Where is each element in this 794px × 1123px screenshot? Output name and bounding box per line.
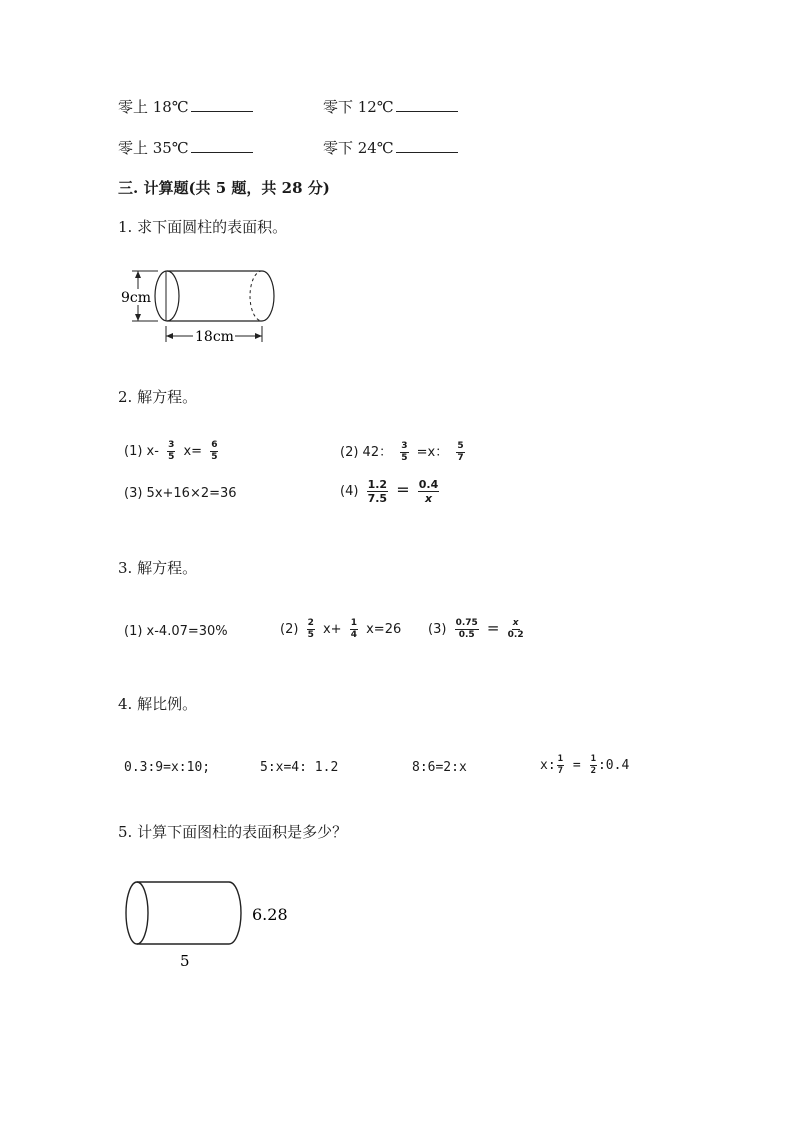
q3-p2-mid: x+ — [322, 622, 342, 637]
q3-problem-1: (1) x-4.07=30% — [124, 624, 228, 639]
q2-p1-mid: x= — [183, 444, 203, 459]
cylinder-diagram-1 — [115, 262, 285, 347]
numerator: 5 — [457, 441, 464, 451]
fraction — [590, 755, 597, 776]
denominator: 0.2 — [507, 630, 524, 640]
fraction — [508, 619, 524, 640]
temp-item-3 — [118, 137, 253, 158]
q2-p2-mid: =x： — [416, 445, 449, 460]
fraction — [418, 479, 440, 504]
temp-text: 零下 24℃ — [323, 139, 394, 157]
fraction — [167, 441, 175, 462]
q4-problem-2: 5:x=4: 1.2 — [260, 760, 339, 775]
temp-item-2 — [323, 96, 458, 117]
fraction — [210, 441, 218, 462]
equals-sign: = — [396, 480, 410, 499]
denominator: 5 — [307, 630, 314, 640]
q2-problem-3: (3) 5x+16×2=36 — [124, 486, 237, 501]
cylinder-right-hidden-arc — [250, 271, 262, 321]
fraction — [455, 619, 479, 640]
arrow-down-icon — [135, 314, 141, 321]
denominator: x — [424, 492, 433, 505]
cylinder-left-face — [126, 882, 148, 944]
arrow-up-icon — [135, 271, 141, 278]
height-label: 9cm — [121, 290, 152, 306]
q2-title: 2. 解方程。 — [118, 388, 198, 406]
numerator: 3 — [168, 440, 175, 450]
fraction — [307, 619, 315, 640]
equals-sign: = — [572, 758, 581, 773]
q4-problem-3: 8:6=2:x — [412, 760, 467, 775]
arrow-left-icon — [166, 333, 173, 339]
cylinder-right-arc — [229, 882, 241, 944]
q3-problem-3 — [428, 619, 528, 640]
numerator: 3 — [401, 441, 408, 451]
numerator: 2 — [307, 618, 314, 628]
q4-p4-end: :0.4 — [597, 758, 630, 773]
q2-p2-prefix: (2) 42： — [340, 445, 393, 460]
cylinder-left-face — [155, 271, 179, 321]
cylinder-right-front-arc — [262, 271, 274, 321]
q2-problem-2 — [340, 441, 469, 463]
answer-blank[interactable] — [191, 138, 253, 153]
q3-p2-prefix: (2) — [280, 622, 299, 637]
arrow-right-icon — [255, 333, 262, 339]
numerator: 1 — [350, 618, 357, 628]
fraction — [456, 442, 464, 463]
numerator: 0.4 — [418, 478, 439, 491]
q2-problem-4 — [340, 479, 443, 504]
answer-blank[interactable] — [191, 97, 253, 112]
numerator: 0.75 — [455, 618, 478, 628]
equals-sign: = — [486, 619, 500, 637]
q1-title: 1. 求下面圆柱的表面积。 — [118, 218, 288, 236]
temp-text: 零上 18℃ — [118, 98, 189, 116]
fraction — [557, 755, 564, 776]
numerator: 1.2 — [367, 478, 388, 491]
q4-problem-4 — [540, 755, 629, 776]
length-label: 5 — [180, 952, 190, 970]
denominator: 2 — [590, 766, 596, 776]
denominator: 7 — [557, 766, 564, 776]
q4-title: 4. 解比例。 — [118, 695, 198, 713]
denominator: 5 — [168, 452, 175, 462]
q2-p1-prefix: (1) x- — [124, 444, 159, 459]
q4-problem-1: 0.3:9=x:10; — [124, 760, 211, 775]
numerator: 1 — [557, 754, 564, 764]
q3-title: 3. 解方程。 — [118, 559, 198, 577]
q4-p4-prefix: x: — [540, 758, 556, 773]
denominator: 0.5 — [458, 630, 475, 640]
numerator: 1 — [590, 754, 596, 764]
denominator: 5 — [401, 453, 408, 463]
fraction — [400, 442, 408, 463]
fraction — [350, 619, 358, 640]
q3-p2-end: x=26 — [366, 622, 402, 637]
q2-p4-prefix: (4) — [340, 484, 359, 499]
q3-p3-prefix: (3) — [428, 622, 447, 637]
diameter-label: 6.28 — [252, 905, 288, 924]
q3-problem-2 — [280, 619, 401, 640]
length-label: 18cm — [195, 329, 234, 345]
numerator: 6 — [211, 440, 218, 450]
answer-blank[interactable] — [396, 138, 458, 153]
answer-blank[interactable] — [396, 97, 458, 112]
cylinder-diagram-2 — [118, 876, 298, 971]
denominator: 7 — [457, 453, 464, 463]
q5-title: 5. 计算下面图柱的表面积是多少？ — [118, 823, 348, 841]
q2-problem-1 — [124, 441, 222, 462]
temp-item-4 — [323, 137, 458, 158]
numerator: x — [512, 618, 519, 628]
denominator: 5 — [211, 452, 218, 462]
fraction — [367, 479, 389, 504]
temp-item-1 — [118, 96, 253, 117]
denominator: 7.5 — [367, 492, 388, 505]
temp-text: 零上 35℃ — [118, 139, 189, 157]
denominator: 4 — [350, 630, 357, 640]
section-title: 三. 计算题(共 5 题，共 28 分) — [118, 179, 330, 197]
temp-text: 零下 12℃ — [323, 98, 394, 116]
